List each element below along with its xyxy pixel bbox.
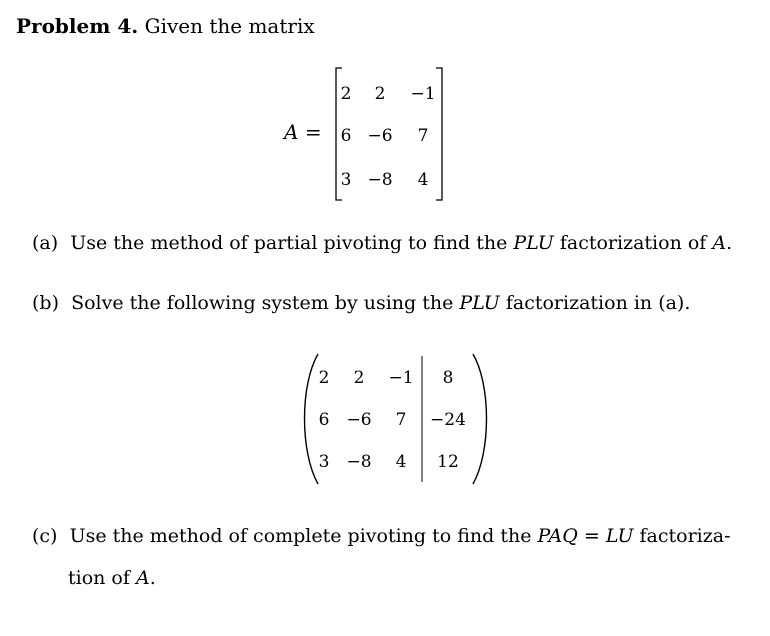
matrix-a-cell: 2 (374, 84, 386, 104)
augmented-cell: −8 (346, 452, 372, 472)
matrix-a-equals: = (304, 120, 322, 144)
part-c-equals: = (583, 525, 600, 547)
matrix-a-cell: −1 (410, 84, 436, 104)
augmented-cell: 7 (395, 410, 407, 430)
part-c-rhs: LU (605, 525, 634, 547)
part-b-text-after: factorization in (a). (505, 292, 691, 314)
part-c-var: A (135, 567, 150, 589)
matrix-a-cell: 3 (340, 170, 352, 190)
part-a (32, 232, 732, 254)
augmented-cell: 2 (353, 368, 365, 388)
augmented-cell: 8 (442, 368, 454, 388)
part-a-var: A (712, 232, 727, 254)
matrix-a-label (284, 120, 322, 144)
augmented-cell: −24 (430, 410, 466, 430)
part-c-lhs: PAQ (537, 525, 578, 547)
matrix-a-name: A (284, 120, 299, 144)
matrix-a-cell: 4 (417, 170, 429, 190)
part-c-continuation (68, 567, 156, 589)
part-c-label: (c) (32, 525, 58, 547)
part-a-text-middle: factorization of (559, 232, 707, 254)
problem-label: Problem 4. (16, 14, 139, 38)
augmented-cell: 12 (437, 452, 459, 472)
part-a-term: PLU (513, 232, 554, 254)
augmented-cell: −1 (388, 368, 414, 388)
augmented-cell: 2 (318, 368, 330, 388)
part-c-line2: tion of (68, 567, 130, 589)
part-a-label: (a) (32, 232, 59, 254)
part-b-text-before: Solve the following system by using the (71, 292, 454, 314)
matrix-a-cell: −6 (367, 126, 393, 146)
augmented-cell: 6 (318, 410, 330, 430)
augmented-right-paren (473, 354, 487, 484)
matrix-a-cell: −8 (367, 170, 393, 190)
matrix-a-cell: 6 (340, 126, 352, 146)
augmented-cell: 4 (395, 452, 407, 472)
problem-intro: Given the matrix (144, 14, 315, 38)
part-a-text-before: Use the method of partial pivoting to find the (70, 232, 508, 254)
part-c-line2-end: . (149, 567, 156, 589)
matrix-a-cell: 2 (340, 84, 352, 104)
matrix-a-cell: 7 (417, 126, 429, 146)
augmented-cell: 3 (318, 452, 330, 472)
part-c (32, 525, 731, 547)
part-b (32, 292, 690, 314)
part-b-label: (b) (32, 292, 59, 314)
part-b-term: PLU (459, 292, 500, 314)
part-a-text-end: . (726, 232, 733, 254)
part-c-text-before: Use the method of complete pivoting to find the (69, 525, 532, 547)
augmented-cell: −6 (346, 410, 372, 430)
part-c-text-after: factoriza- (639, 525, 731, 547)
